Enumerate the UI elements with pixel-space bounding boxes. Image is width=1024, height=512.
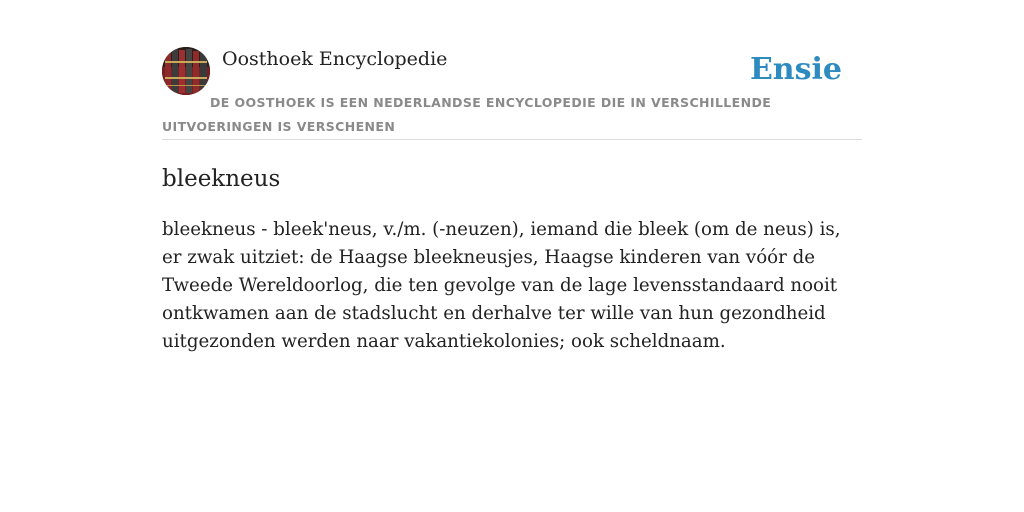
entry-title: bleekneus	[162, 166, 281, 192]
entry-body: bleekneus - bleek'neus, v./m. (-neuzen), iemand die bleek (om de neus) is, er zwak uitziet: de Haagse bleekneusjes, Haagse kinderen van vóór de Tweede Wereldoorlog, die ten gevolge van de lage levensstandaard nooit ontkwamen aan de stadslucht en derhalve ter wille van hun gezondheid uitgezonden werden naar vakantiekolonies; ook scheldnaam.	[162, 219, 841, 352]
encyclopedia-books-icon[interactable]	[162, 47, 210, 95]
divider	[162, 139, 862, 140]
ensie-logo[interactable]: Ensie	[749, 52, 842, 87]
source-header	[162, 46, 862, 140]
source-description: DE OOSTHOEK IS EEN NEDERLANDSE ENCYCLOPEDIE DIE IN VERSCHILLENDE UITVOERINGEN IS VERSCHENEN	[162, 95, 772, 134]
source-title[interactable]: Oosthoek Encyclopedie	[222, 48, 448, 70]
